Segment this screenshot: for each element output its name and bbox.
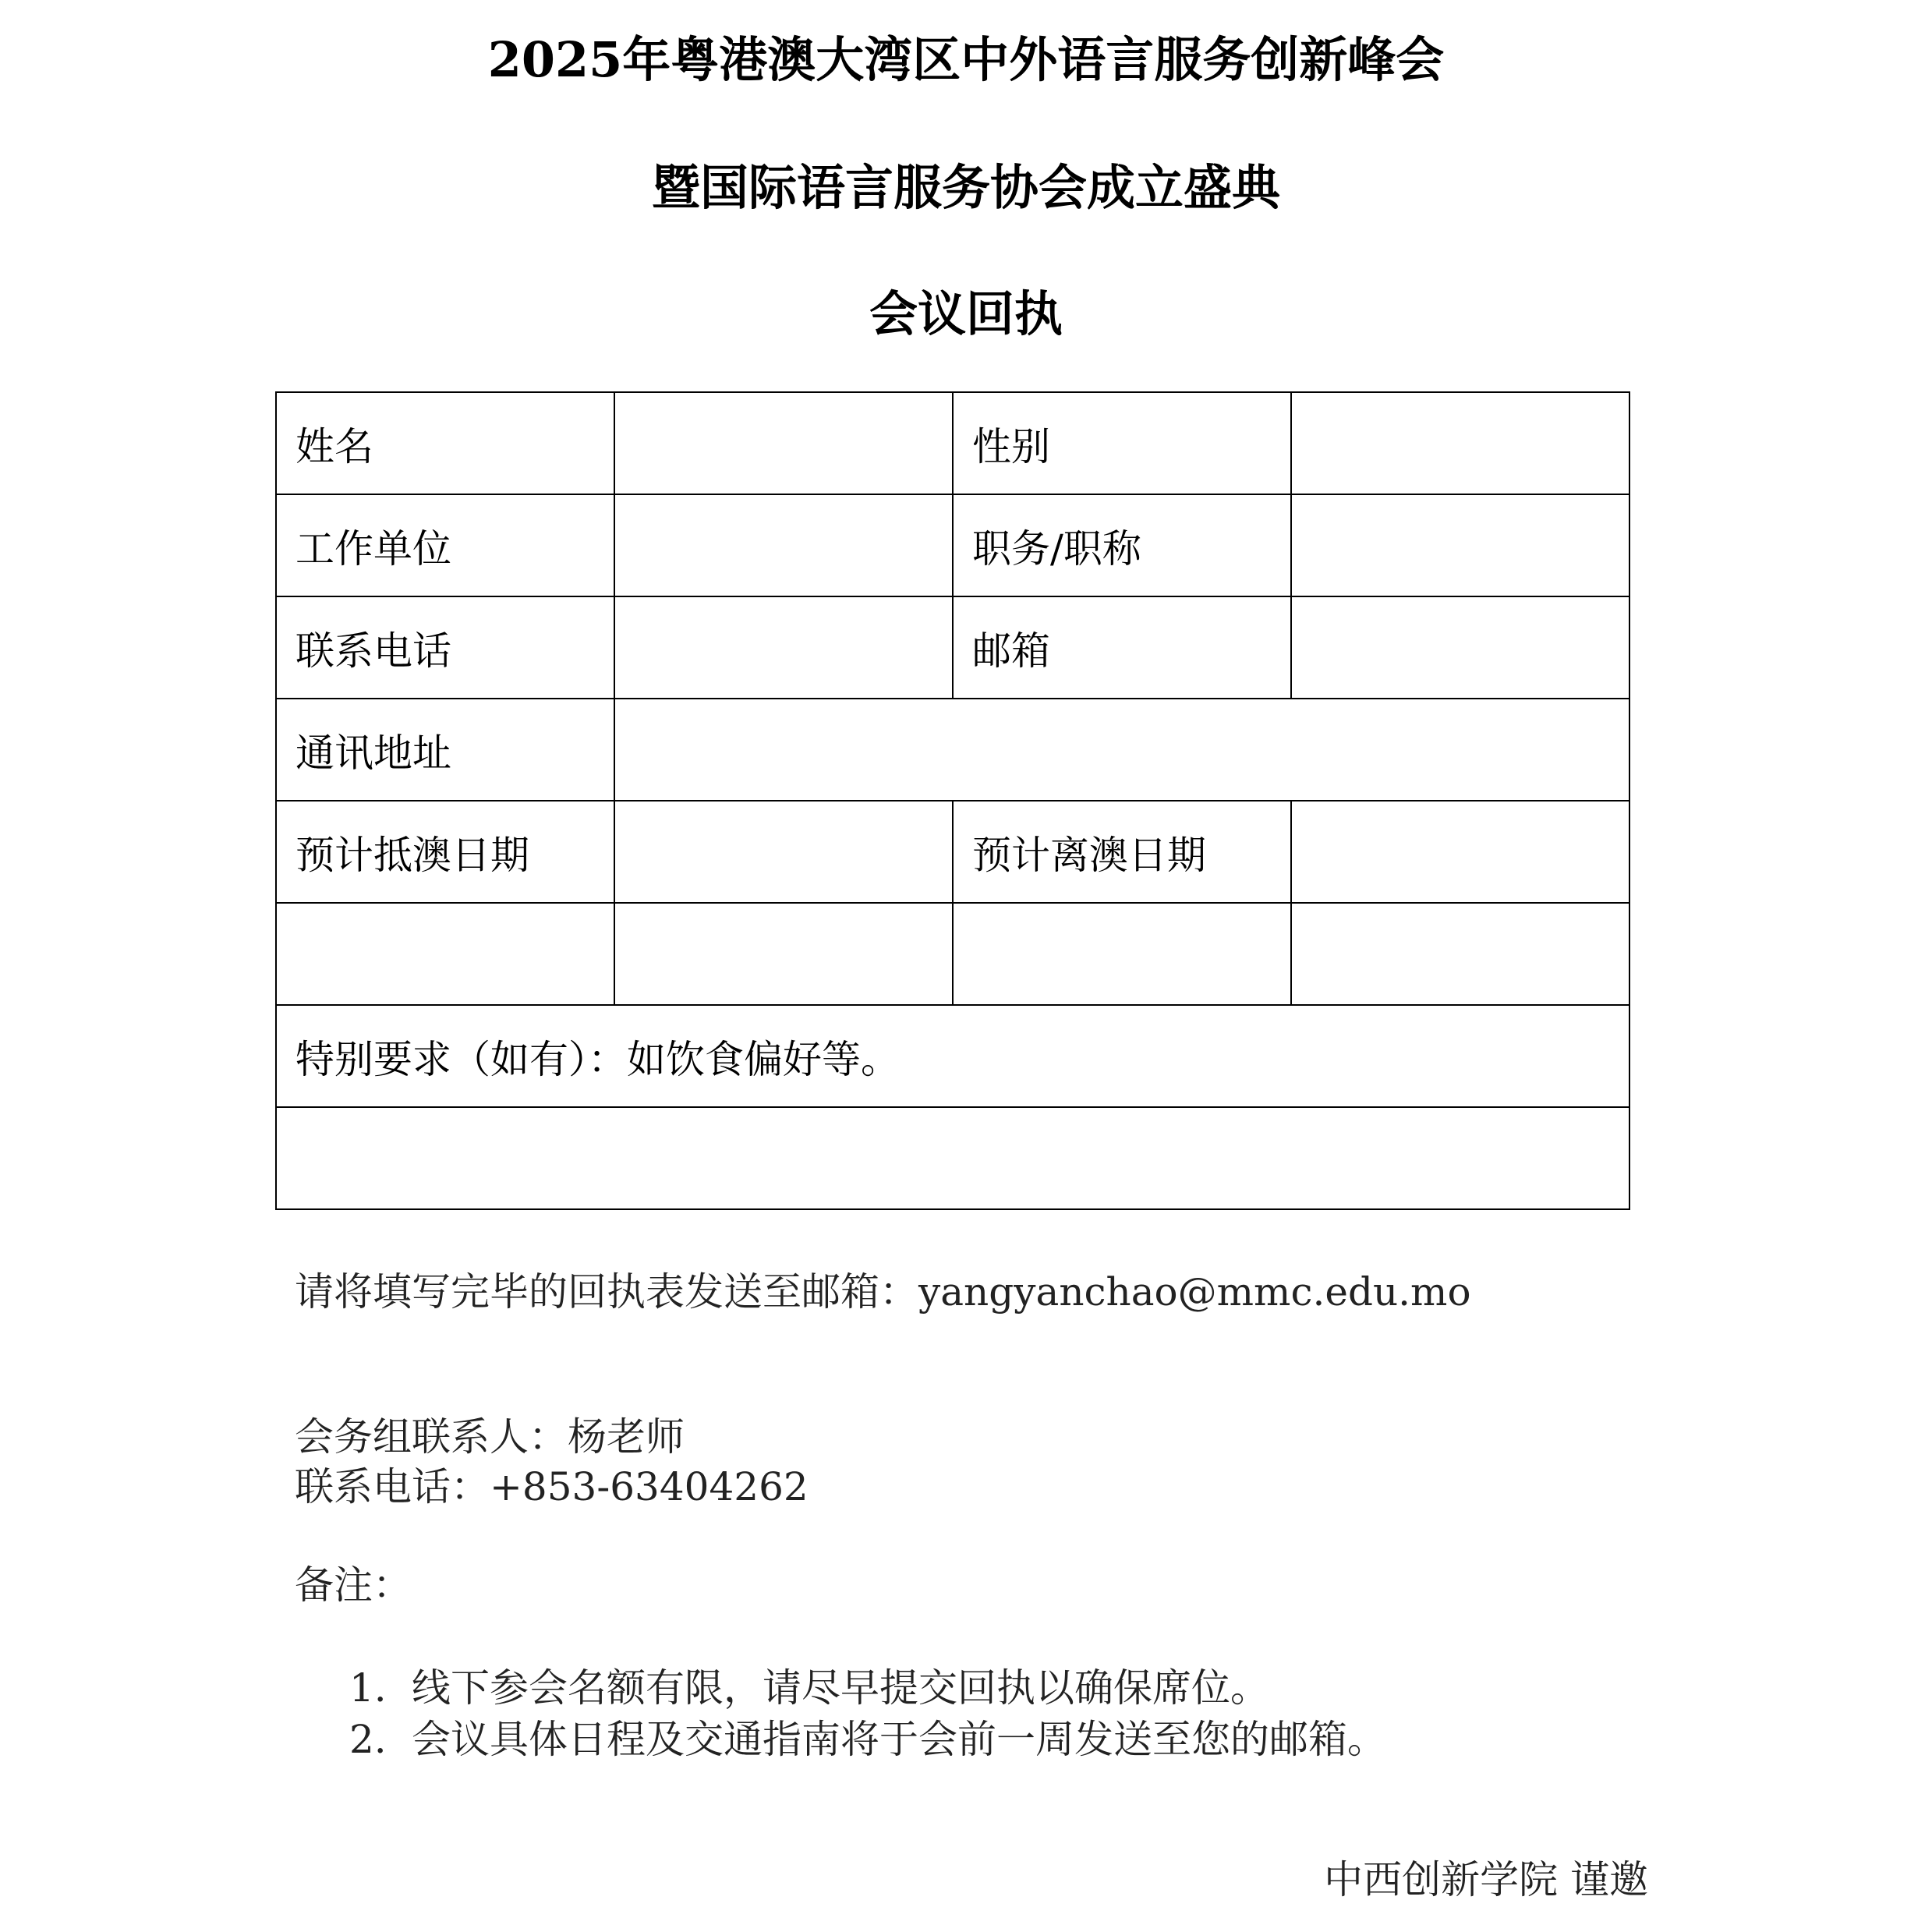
- table-row: [276, 596, 1629, 699]
- list-item-number: 2.: [349, 1717, 387, 1762]
- remarks-heading: 备注：: [295, 1562, 412, 1608]
- submission-email-note: 请将填写完毕的回执表发送至邮箱：yangyanchao@mmc.edu.mo: [295, 1269, 1471, 1315]
- signature: 中西创新学院 谨邀: [1324, 1857, 1648, 1902]
- table-row: [276, 1005, 1629, 1107]
- list-item: [349, 1662, 1386, 1714]
- address-label: 通讯地址: [276, 699, 614, 801]
- email-field[interactable]: [1291, 596, 1629, 699]
- name-field[interactable]: [614, 392, 953, 494]
- list-item-number: 1.: [349, 1665, 387, 1711]
- arrival-date-extra-field[interactable]: [614, 903, 953, 1005]
- contact-person: 会务组联系人：杨老师: [295, 1414, 685, 1460]
- table-row: [276, 494, 1629, 596]
- departure-date-field[interactable]: [1291, 801, 1629, 903]
- table-row: [276, 392, 1629, 494]
- table-row: [276, 903, 1629, 1005]
- departure-date-extra-field[interactable]: [1291, 903, 1629, 1005]
- list-item-text: 线下参会名额有限，请尽早提交回执以确保席位。: [412, 1665, 1269, 1711]
- reply-form-table: [275, 391, 1630, 1210]
- departure-date-value-field[interactable]: [953, 903, 1291, 1005]
- phone-label: 联系电话: [276, 596, 614, 699]
- arrival-date-field[interactable]: [614, 801, 953, 903]
- email-label: 邮箱: [953, 596, 1291, 699]
- phone-field[interactable]: [614, 596, 953, 699]
- departure-date-label: 预计离澳日期: [953, 801, 1291, 903]
- document-subtitle: 暨国际语言服务协会成立盛典: [651, 159, 1280, 216]
- remarks-list: [349, 1662, 1386, 1765]
- employer-field[interactable]: [614, 494, 953, 596]
- document-title: 2025年粤港澳大湾区中外语言服务创新峰会: [487, 31, 1445, 88]
- list-item: [349, 1714, 1386, 1765]
- address-field[interactable]: [614, 699, 1629, 801]
- arrival-date-value-field[interactable]: [276, 903, 614, 1005]
- name-label: 姓名: [276, 392, 614, 494]
- table-row: [276, 699, 1629, 801]
- gender-field[interactable]: [1291, 392, 1629, 494]
- contact-phone: 联系电话：+853-63404262: [295, 1464, 809, 1509]
- special-requests-label: 特别要求（如有）：如饮食偏好等。: [276, 1005, 1629, 1107]
- list-item-text: 会议具体日程及交通指南将于会前一周发送至您的邮箱。: [412, 1717, 1386, 1762]
- form-heading: 会议回执: [869, 285, 1063, 342]
- special-requests-field[interactable]: [276, 1107, 1629, 1209]
- table-row: [276, 801, 1629, 903]
- position-field[interactable]: [1291, 494, 1629, 596]
- gender-label: 性别: [953, 392, 1291, 494]
- table-row: [276, 1107, 1629, 1209]
- employer-label: 工作单位: [276, 494, 614, 596]
- position-label: 职务/职称: [953, 494, 1291, 596]
- arrival-date-label: 预计抵澳日期: [276, 801, 614, 903]
